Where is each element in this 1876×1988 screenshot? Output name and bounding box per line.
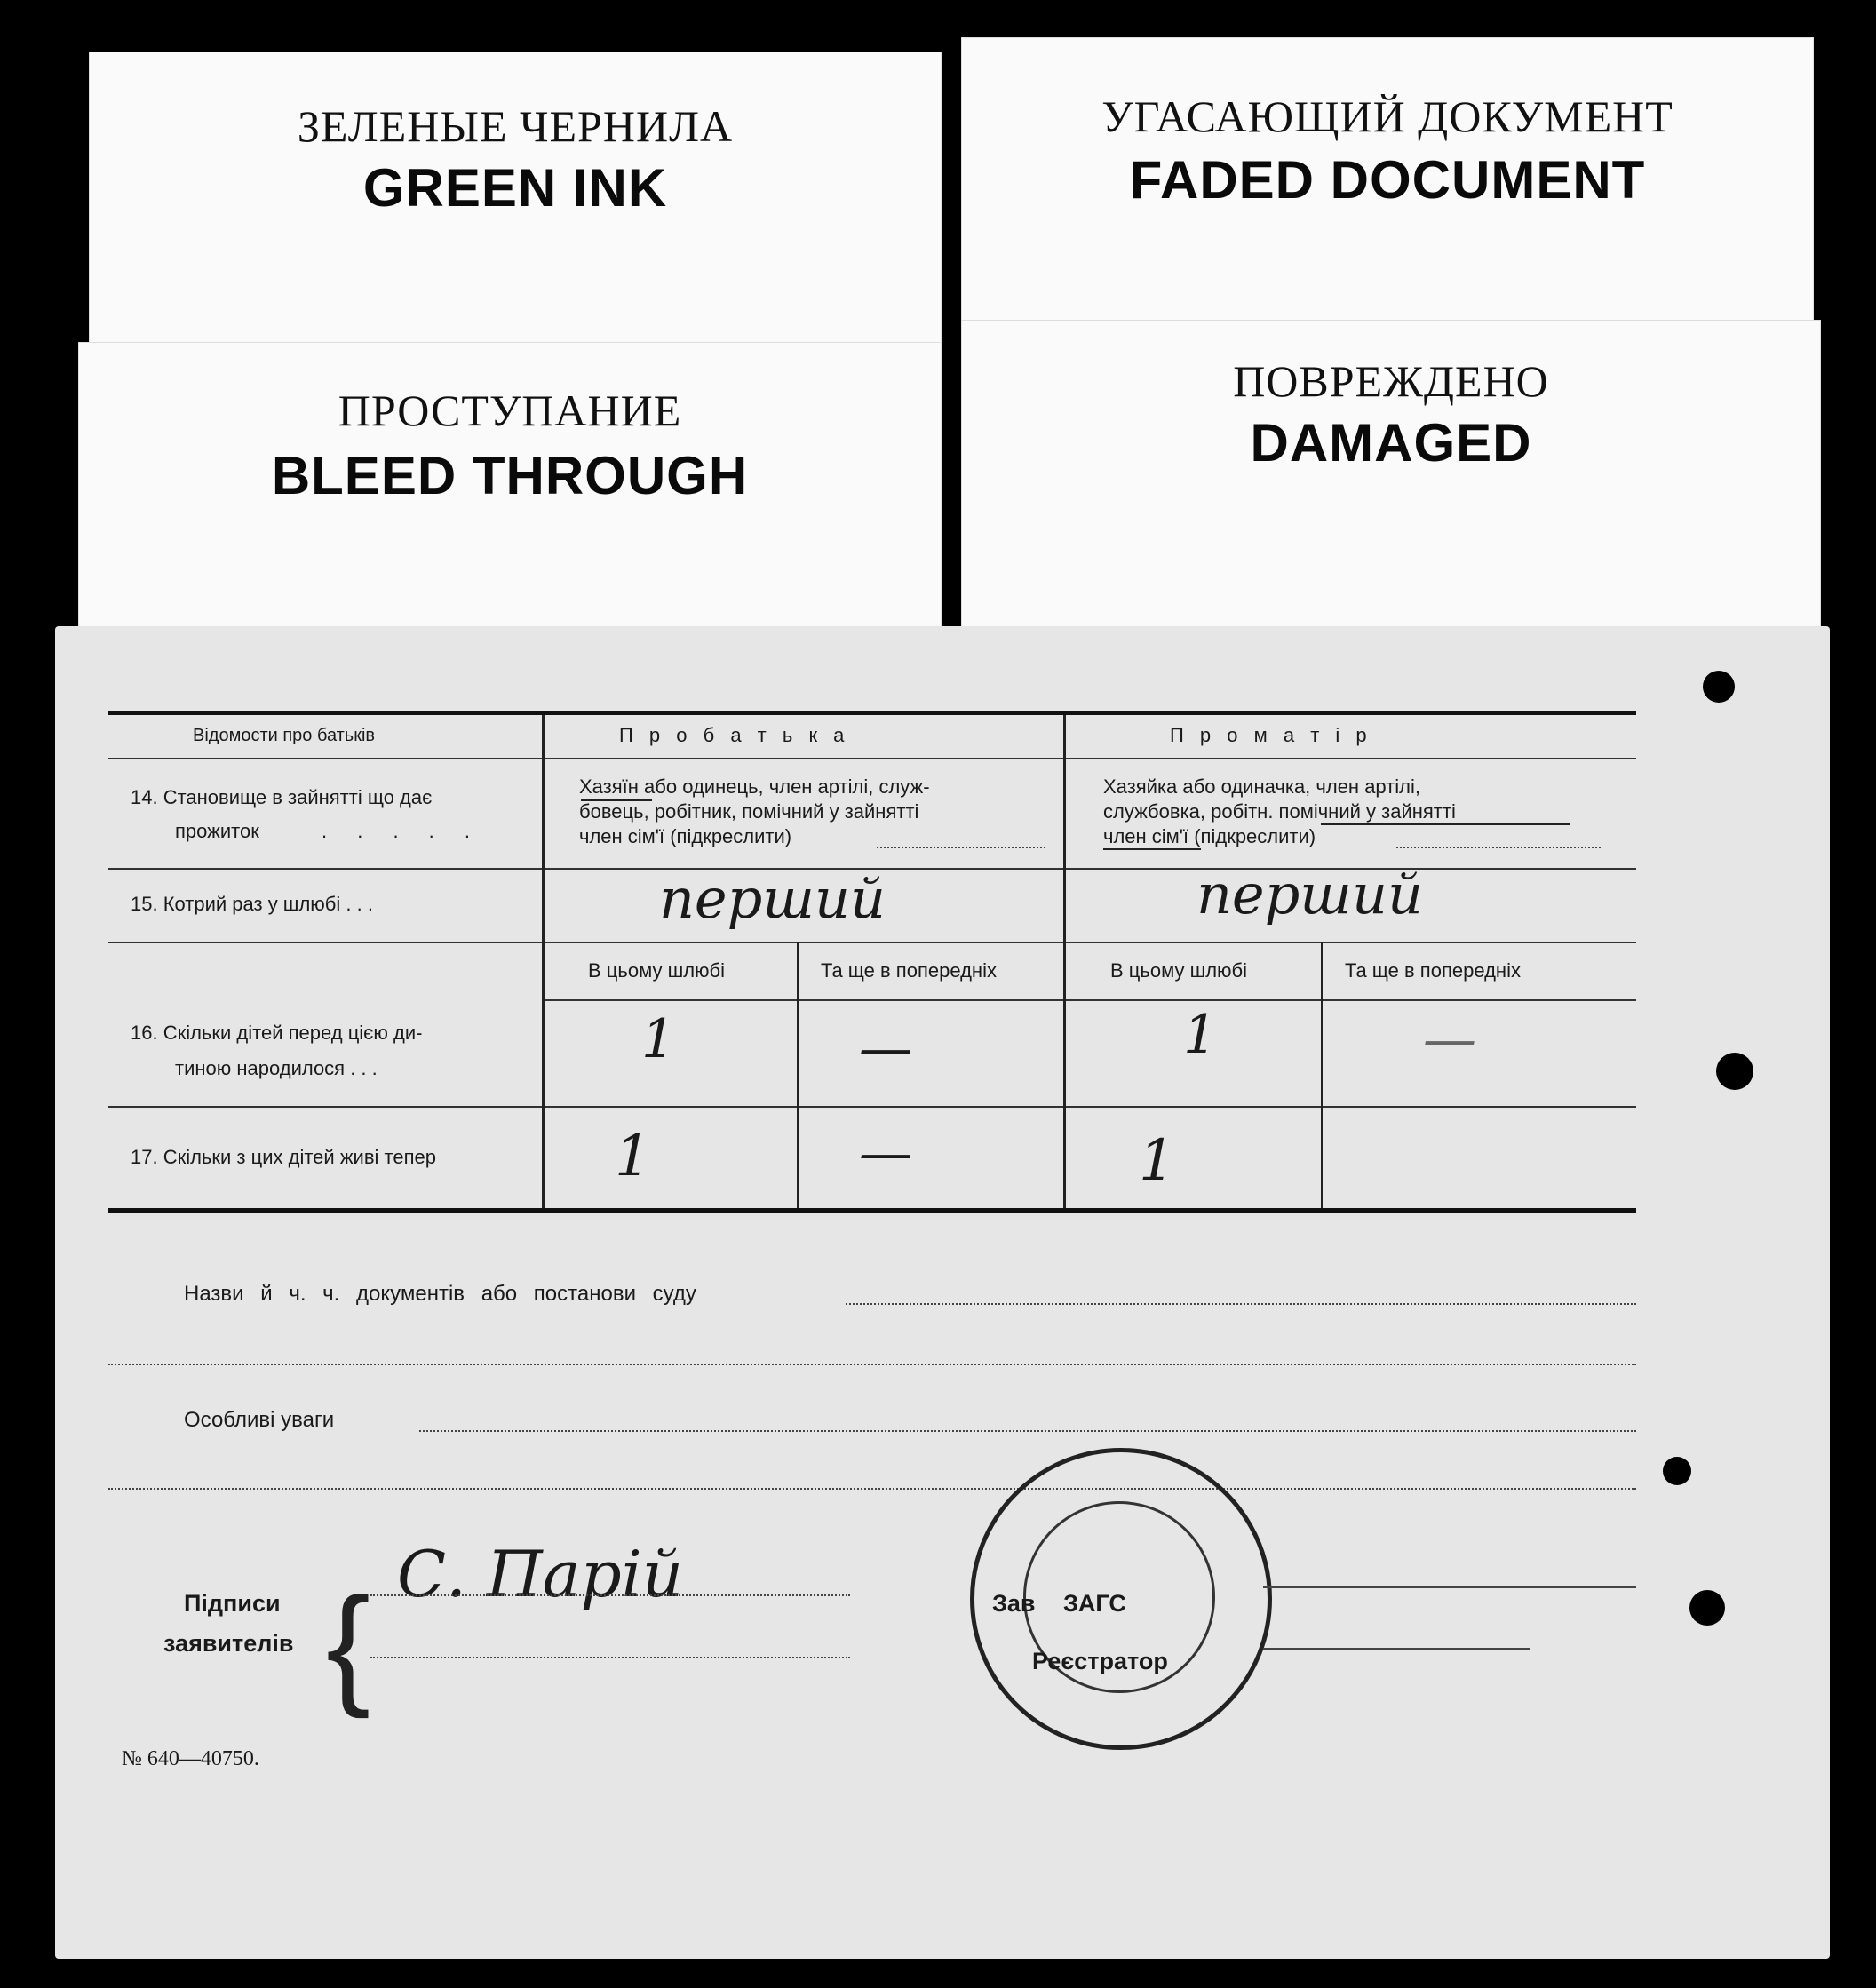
damaged-card (961, 320, 1821, 631)
row14-dots: . . . . . (322, 820, 483, 842)
punch-hole-1 (1703, 671, 1735, 703)
row16-divider (108, 1106, 1636, 1108)
subheader-divider (542, 999, 1636, 1001)
remarks-fill-2 (108, 1488, 1636, 1490)
mother-underline-1 (1321, 823, 1570, 825)
bleed-through-card (78, 342, 942, 635)
form-number: № 640—40750. (122, 1747, 259, 1770)
row14-father-fill (877, 847, 1045, 848)
row16-father-prev: — (859, 1017, 912, 1079)
row17-father-this: 1 (615, 1124, 651, 1189)
row14-label-2: прожиток (175, 820, 259, 842)
row14-mother-line2: службовка, робітн. помічний у зайнятті (1103, 800, 1456, 823)
subheader-father-this: В цьому шлюбі (588, 959, 726, 982)
signatures-label-2: заявителів (163, 1630, 294, 1657)
row14-father-line2: бовець, робітник, помічний у зайнятті (579, 800, 919, 823)
header-parents-info: Відомости про батьків (193, 726, 376, 745)
signature-line-2 (370, 1657, 850, 1658)
head-label: Зав (992, 1590, 1036, 1617)
bleed-through-ru: ПРОСТУПАНИЕ (338, 386, 682, 435)
row14-label-1: 14. Становище в зайнятті що дає (131, 786, 433, 808)
punch-hole-4 (1689, 1590, 1725, 1626)
green-ink-en: GREEN INK (362, 158, 668, 218)
header-about-father: П р о б а т ь к а (619, 724, 850, 746)
remarks-fill-1 (419, 1430, 1636, 1432)
row15-father-value: перший (659, 866, 886, 931)
row17-label: 17. Скільки з цих дітей живі тепер (131, 1146, 436, 1168)
col-divider-mother-sub (1321, 942, 1323, 1208)
row17-mother-this: 1 (1139, 1128, 1175, 1194)
signatures-label-1: Підписи (184, 1590, 281, 1617)
row14-father-line3: член сім'ї (підкреслити) (579, 825, 792, 847)
subheader-mother-this: В цьому шлюбі (1110, 959, 1248, 982)
row16-label-2: тиною народилося . . . (175, 1057, 378, 1079)
green-ink-ru: ЗЕЛЕНЫЕ ЧЕРНИЛА (297, 101, 734, 151)
documents-fill-2 (108, 1364, 1636, 1365)
head-signature-stroke (1263, 1586, 1636, 1588)
subheader-father-prev: Та ще в попередніх (821, 959, 997, 982)
green-ink-card (89, 52, 942, 345)
header-about-mother: П р о м а т і р (1170, 724, 1372, 746)
signature-line-1 (370, 1594, 850, 1596)
row15-mother-value: перший (1196, 862, 1423, 926)
col-divider-2 (1063, 715, 1066, 1208)
bleed-through-en: BLEED THROUGH (271, 446, 749, 505)
father-underline (581, 799, 652, 801)
row17-father-prev: — (859, 1122, 912, 1184)
registrar-signature-stroke (1263, 1648, 1530, 1650)
row15-label: 15. Котрий раз у шлюбі . . . (131, 893, 373, 915)
col-divider-1 (542, 715, 545, 1208)
documents-label: Назви й ч. ч. документів або постанови суду (184, 1282, 696, 1306)
faded-document-en: FADED DOCUMENT (1129, 150, 1646, 210)
signatures-brace: { (326, 1570, 371, 1719)
row16-mother-this: 1 (1183, 1004, 1218, 1066)
zags-label: ЗАГС (1063, 1590, 1126, 1617)
damaged-ru: ПОВРЕЖДЕНО (1233, 356, 1549, 406)
row14-mother-line1: Хазяйка або одиначка, член артілі, (1103, 775, 1420, 798)
row14-mother-fill (1396, 847, 1601, 848)
header-divider (108, 758, 1636, 759)
row16-mother-prev: — (1423, 1008, 1476, 1070)
subheader-mother-prev: Та ще в попередніх (1345, 959, 1521, 982)
registration-form-sheet (55, 626, 1830, 1959)
faded-document-card (961, 37, 1814, 330)
table-bottom-rule (108, 1208, 1636, 1213)
applicant-signature: С. Парій (397, 1537, 684, 1611)
row16-father-this: 1 (641, 1008, 676, 1070)
faded-document-ru: УГАСАЮЩИЙ ДОКУМЕНТ (1101, 91, 1673, 141)
row14-mother-line3: член сім'ї (підкреслити) (1103, 825, 1316, 847)
punch-hole-3 (1663, 1457, 1691, 1485)
row16-label-1: 16. Скільки дітей перед цією ди- (131, 1022, 423, 1044)
row15-divider (108, 942, 1636, 943)
col-divider-father-sub (797, 942, 799, 1208)
registrar-label: Реєстратор (1032, 1648, 1168, 1674)
remarks-label: Особливі уваги (184, 1408, 335, 1432)
documents-fill-1 (846, 1303, 1636, 1305)
damaged-en: DAMAGED (1250, 413, 1532, 473)
row14-father-line1: Хазяїн або одинець, член артілі, служ- (579, 775, 930, 798)
punch-hole-2 (1716, 1053, 1753, 1090)
table-top-rule (108, 711, 1636, 715)
mother-underline-2 (1103, 848, 1201, 850)
